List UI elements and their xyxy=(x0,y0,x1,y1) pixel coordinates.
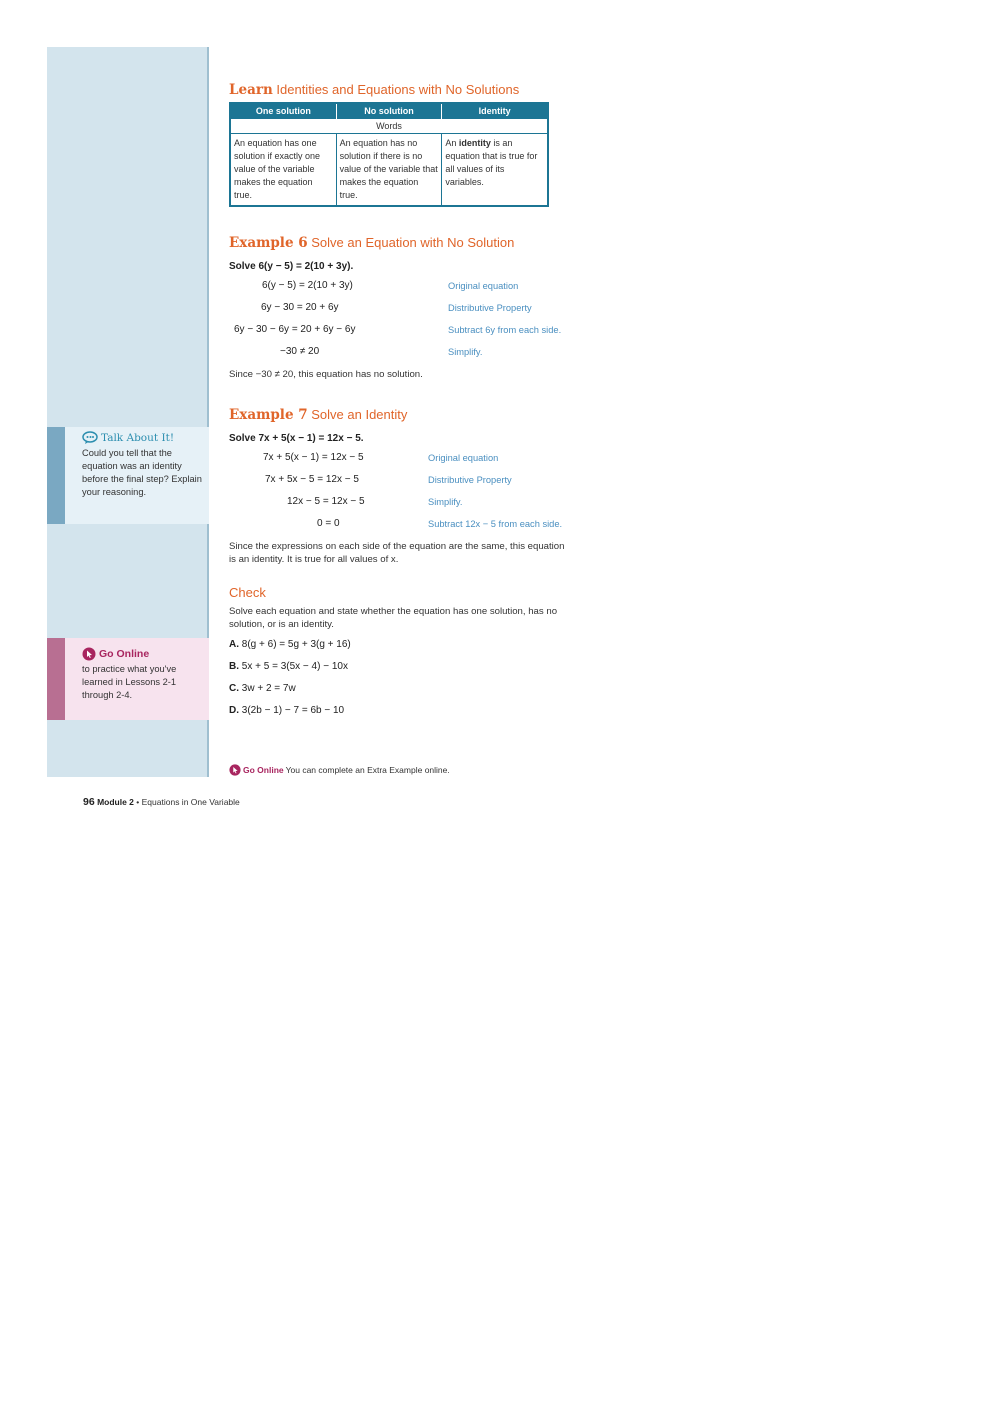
page-footer xyxy=(83,796,240,808)
go-online-side-title[interactable]: Go Online xyxy=(99,648,150,660)
example-6-step-1-note: Original equation xyxy=(448,281,519,291)
table-words-row: Words xyxy=(231,119,547,134)
check-item-a xyxy=(229,639,351,650)
example-7-title: Solve an Identity xyxy=(311,407,408,422)
identity-cell-pre: An xyxy=(445,138,459,148)
go-online-footer[interactable] xyxy=(229,764,450,776)
check-item-equation: 5x + 5 = 3(5x − 4) − 10x xyxy=(241,661,348,672)
check-item-letter: A. xyxy=(229,639,239,650)
table-body-row xyxy=(231,134,547,205)
example-6-label: Example 6 xyxy=(229,235,308,251)
check-item-equation: 8(g + 6) = 5g + 3(g + 16) xyxy=(241,639,351,650)
example-7-heading xyxy=(229,407,407,423)
example-7-step-1-note: Original equation xyxy=(428,453,499,463)
example-6-title: Solve an Equation with No Solution xyxy=(311,235,515,250)
table-header-no-solution: No solution xyxy=(337,104,443,119)
footer-separator: • xyxy=(136,797,140,807)
learn-label: Learn xyxy=(229,82,273,98)
example-6-step-4-eq: −30 ≠ 20 xyxy=(280,346,320,357)
table-header-one-solution: One solution xyxy=(231,104,337,119)
example-7-step-2-eq: 7x + 5x − 5 = 12x − 5 xyxy=(265,474,359,485)
learn-heading xyxy=(229,82,519,98)
example-7-step-3-note: Simplify. xyxy=(428,497,463,507)
check-item-letter: D. xyxy=(229,705,239,716)
go-online-footer-text: You can complete an Extra Example online. xyxy=(285,765,450,775)
example-6-conclusion: Since −30 ≠ 20, this equation has no solution. xyxy=(229,369,423,380)
check-item-b xyxy=(229,661,348,672)
example-7-step-2-note: Distributive Property xyxy=(428,475,512,485)
go-online-footer-label[interactable]: Go Online xyxy=(243,765,284,775)
example-7-problem: Solve 7x + 5(x − 1) = 12x − 5. xyxy=(229,433,364,444)
check-item-equation: 3w + 2 = 7w xyxy=(241,683,296,694)
table-header-row xyxy=(231,104,547,119)
check-item-equation: 3(2b − 1) − 7 = 6b − 10 xyxy=(241,705,345,716)
check-instructions: Solve each equation and state whether the equation has one solution, has no solution, or is an identity. xyxy=(229,606,558,630)
example-6-step-1-eq: 6(y − 5) = 2(10 + 3y) xyxy=(262,280,353,291)
solutions-table xyxy=(229,102,549,207)
talk-body: Could you tell that the equation was an identity before the final step? Explain your reasoning. xyxy=(82,448,202,497)
identity-cell-bold: identity xyxy=(458,138,491,148)
learn-title: Identities and Equations with No Solutions xyxy=(276,82,520,97)
cursor-icon xyxy=(82,647,96,661)
example-7-step-1-eq: 7x + 5(x − 1) = 12x − 5 xyxy=(263,452,364,463)
talk-title: Talk About It! xyxy=(101,432,175,444)
example-6-step-2-eq: 6y − 30 = 20 + 6y xyxy=(261,302,339,313)
module-label: Module 2 xyxy=(97,797,134,807)
example-6-step-4-note: Simplify. xyxy=(448,347,483,357)
check-item-c xyxy=(229,683,296,694)
example-7-step-4-note: Subtract 12x − 5 from each side. xyxy=(428,519,563,529)
table-cell-one-solution: An equation has one solution if exactly one value of the variable makes the equation true. xyxy=(231,134,337,205)
cursor-icon xyxy=(229,764,241,776)
go-online-side-box[interactable] xyxy=(47,638,209,720)
example-6-step-3-eq: 6y − 30 − 6y = 20 + 6y − 6y xyxy=(234,324,356,335)
speech-bubble-icon xyxy=(82,431,98,445)
example-7-step-4-eq: 0 = 0 xyxy=(317,518,340,529)
example-6-heading xyxy=(229,235,514,251)
page-number: 96 xyxy=(83,796,95,808)
go-online-side-body: to practice what you've learned in Lessons 2-1 through 2-4. xyxy=(82,664,177,700)
check-heading: Check xyxy=(229,585,266,600)
check-item-letter: B. xyxy=(229,661,239,672)
table-cell-no-solution: An equation has no solution if there is no value of the variable that makes the equation true. xyxy=(337,134,443,205)
check-item-d xyxy=(229,705,344,716)
example-6-problem: Solve 6(y − 5) = 2(10 + 3y). xyxy=(229,261,354,272)
identity-cell-post: is an equation that is true for all values of its variables. xyxy=(445,138,538,187)
table-header-identity: Identity xyxy=(478,106,511,116)
table-cell-identity xyxy=(442,134,547,205)
example-6-step-2-note: Distributive Property xyxy=(448,303,532,313)
example-7-conclusion: Since the expressions on each side of the equation are the same, this equation is an identity. It is true for all values of x. xyxy=(229,541,565,565)
go-online-side-header xyxy=(82,647,203,661)
talk-header xyxy=(82,431,203,445)
example-6-step-3-note: Subtract 6y from each side. xyxy=(448,325,562,335)
example-7-step-3-eq: 12x − 5 = 12x − 5 xyxy=(287,496,365,507)
check-item-letter: C. xyxy=(229,683,239,694)
module-topic: Equations in One Variable xyxy=(141,797,240,807)
talk-about-it-box xyxy=(47,427,209,524)
example-7-label: Example 7 xyxy=(229,407,308,423)
